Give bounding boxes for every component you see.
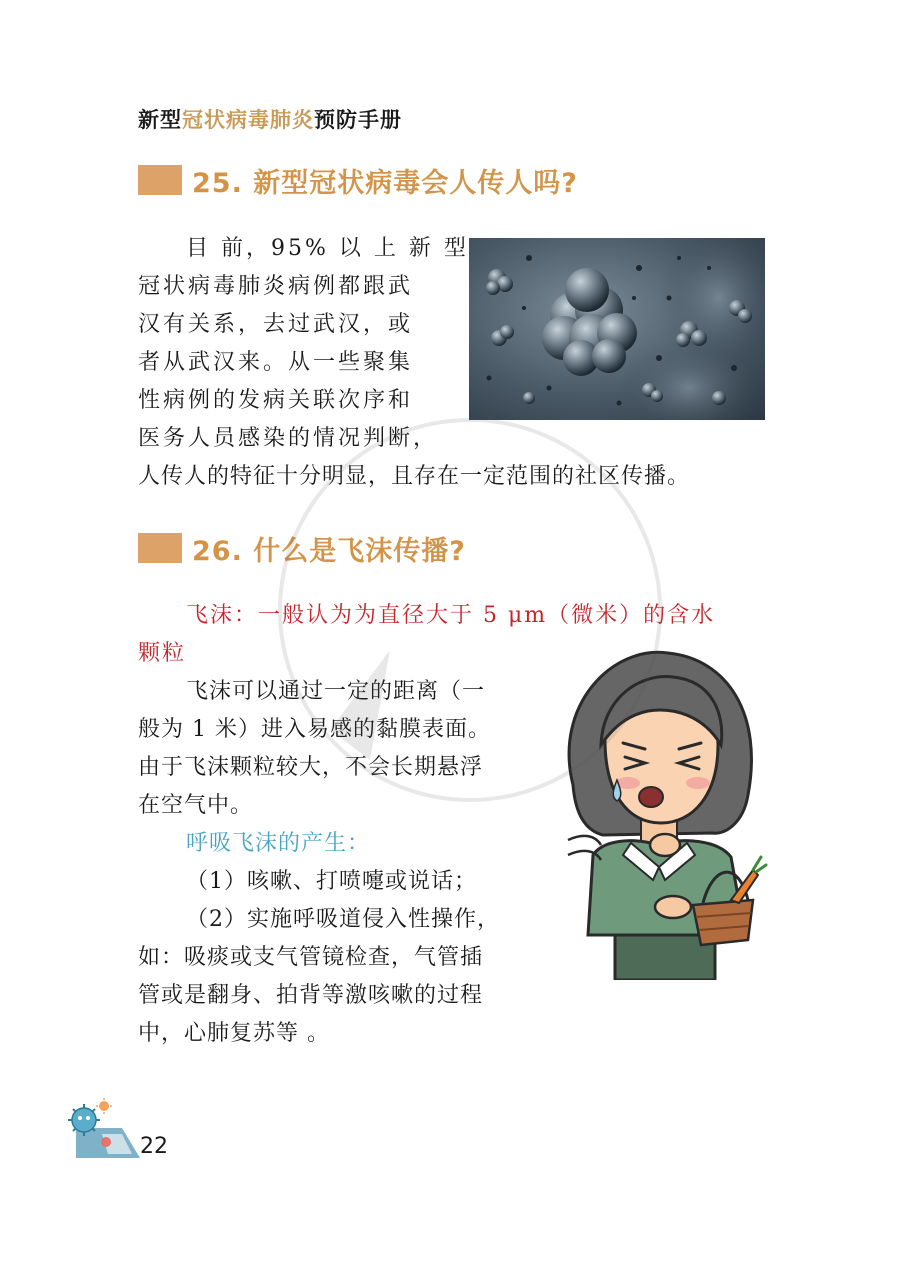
text-line: 如：吸痰或支气管镜检查，气管插 [138, 945, 484, 970]
respiratory-droplet-subheading: 呼吸飞沫的产生： [186, 831, 371, 856]
title-bar-decoration [138, 533, 182, 563]
text-line: 般为 1 米）进入易感的黏膜表面。 [138, 717, 491, 742]
section-26-heading [138, 528, 466, 568]
list-item: （1）咳嗽、打喷嚏或说话； [186, 869, 477, 894]
page-number: 22 [140, 1134, 168, 1159]
list-item: （2）实施呼吸道侵入性操作， [186, 907, 500, 932]
text-line: 人传人的特征十分明显，且存在一定范围的社区传播。 [138, 464, 691, 489]
running-header [138, 104, 402, 134]
section-26-title: 26. 什么是飞沫传播? [192, 535, 466, 567]
text-line: 飞沫：一般认为为直径大于 5 μm（微米）的含水 [186, 603, 716, 628]
text-line: 在空气中。 [138, 793, 254, 818]
text-line: 中，心肺复苏等 。 [138, 1021, 330, 1046]
coronavirus-microscope-photo [469, 238, 765, 420]
section-25-title: 25. 新型冠状病毒会人传人吗? [192, 167, 578, 199]
header-part-4: 预防手册 [314, 108, 402, 132]
text-line: 由于飞沫颗粒较大，不会长期悬浮 [138, 755, 484, 780]
section-25-heading [138, 160, 578, 200]
coughing-woman-illustration [553, 645, 768, 980]
text-line: 冠状病毒肺炎病例都跟武 [138, 274, 414, 299]
text-line: 医务人员感染的情况判断， [138, 426, 439, 451]
text-line: 飞沫可以通过一定的距离（一 [186, 679, 486, 704]
header-part-1: 新型 [138, 108, 182, 132]
text-line: 者从武汉来。从一些聚集 [138, 350, 414, 375]
virus-cartoon-icon [62, 1098, 142, 1160]
text-line: 目 前，95% 以 上 新 型 [186, 236, 469, 261]
text-line: 管或是翻身、拍背等激咳嗽的过程 [138, 983, 484, 1008]
title-bar-decoration [138, 165, 182, 195]
text-line: 颗粒 [138, 641, 187, 666]
section-26-body [138, 673, 500, 1053]
header-part-2: 冠状病毒 [182, 108, 270, 132]
text-line: 汉有关系，去过武汉，或 [138, 312, 414, 337]
text-line: 性病例的发病关联次序和 [138, 388, 414, 413]
header-part-3: 肺炎 [270, 108, 314, 132]
